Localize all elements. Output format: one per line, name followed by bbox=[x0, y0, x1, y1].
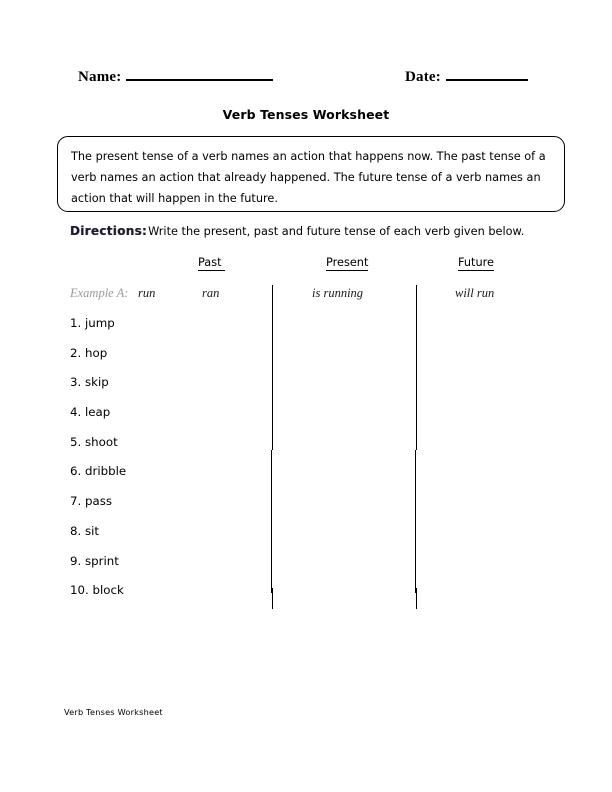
definition-box bbox=[57, 136, 565, 212]
column-divider-right bbox=[415, 450, 416, 593]
name-blank-line[interactable] bbox=[126, 68, 273, 81]
list-item: 4. leap bbox=[70, 405, 111, 420]
definition-text: The present tense of a verb names an action that happens now. The past tense of a verb names an action that already happened. The future tense of a verb names an action that will happen in the future. bbox=[71, 150, 546, 205]
column-header-present: Present bbox=[326, 256, 369, 269]
date-field-group bbox=[405, 68, 528, 86]
list-item: 7. pass bbox=[70, 494, 113, 509]
list-item: 8. sit bbox=[70, 523, 100, 538]
example-row bbox=[0, 286, 612, 306]
example-answer-future: will run bbox=[455, 286, 495, 300]
date-label: Date: bbox=[405, 69, 441, 85]
directions-text: Write the present, past and future tense of each verb given below. bbox=[148, 225, 525, 238]
verb-list bbox=[70, 316, 230, 613]
list-item: 6. dribble bbox=[70, 464, 127, 479]
column-header-future: Future bbox=[458, 256, 494, 269]
page-footer: Verb Tenses Worksheet bbox=[64, 707, 163, 717]
example-answer-present: is running bbox=[312, 286, 364, 300]
name-label: Name: bbox=[78, 69, 122, 85]
name-field-group bbox=[78, 68, 273, 86]
list-item: 9. sprint bbox=[70, 553, 119, 568]
directions-line bbox=[70, 224, 524, 238]
list-item: 2. hop bbox=[70, 345, 108, 360]
list-item: 1. jump bbox=[70, 316, 115, 330]
list-item: 10. block bbox=[70, 583, 124, 598]
list-item: 5. shoot bbox=[70, 434, 118, 449]
column-header-past: Past bbox=[198, 256, 226, 269]
column-divider-left bbox=[272, 285, 273, 450]
example-verb: run bbox=[138, 286, 156, 300]
directions-label: Directions: bbox=[70, 224, 148, 238]
column-divider-right bbox=[416, 285, 417, 450]
column-divider-left bbox=[272, 588, 273, 609]
list-item: 3. skip bbox=[70, 375, 109, 390]
example-label: Example A: bbox=[70, 286, 129, 300]
date-blank-line[interactable] bbox=[446, 68, 528, 81]
student-info-row bbox=[0, 68, 612, 92]
example-answer-past: ran bbox=[202, 286, 220, 300]
page-title: Verb Tenses Worksheet bbox=[222, 107, 390, 122]
column-divider-right bbox=[416, 588, 417, 609]
column-divider-left bbox=[271, 450, 272, 593]
